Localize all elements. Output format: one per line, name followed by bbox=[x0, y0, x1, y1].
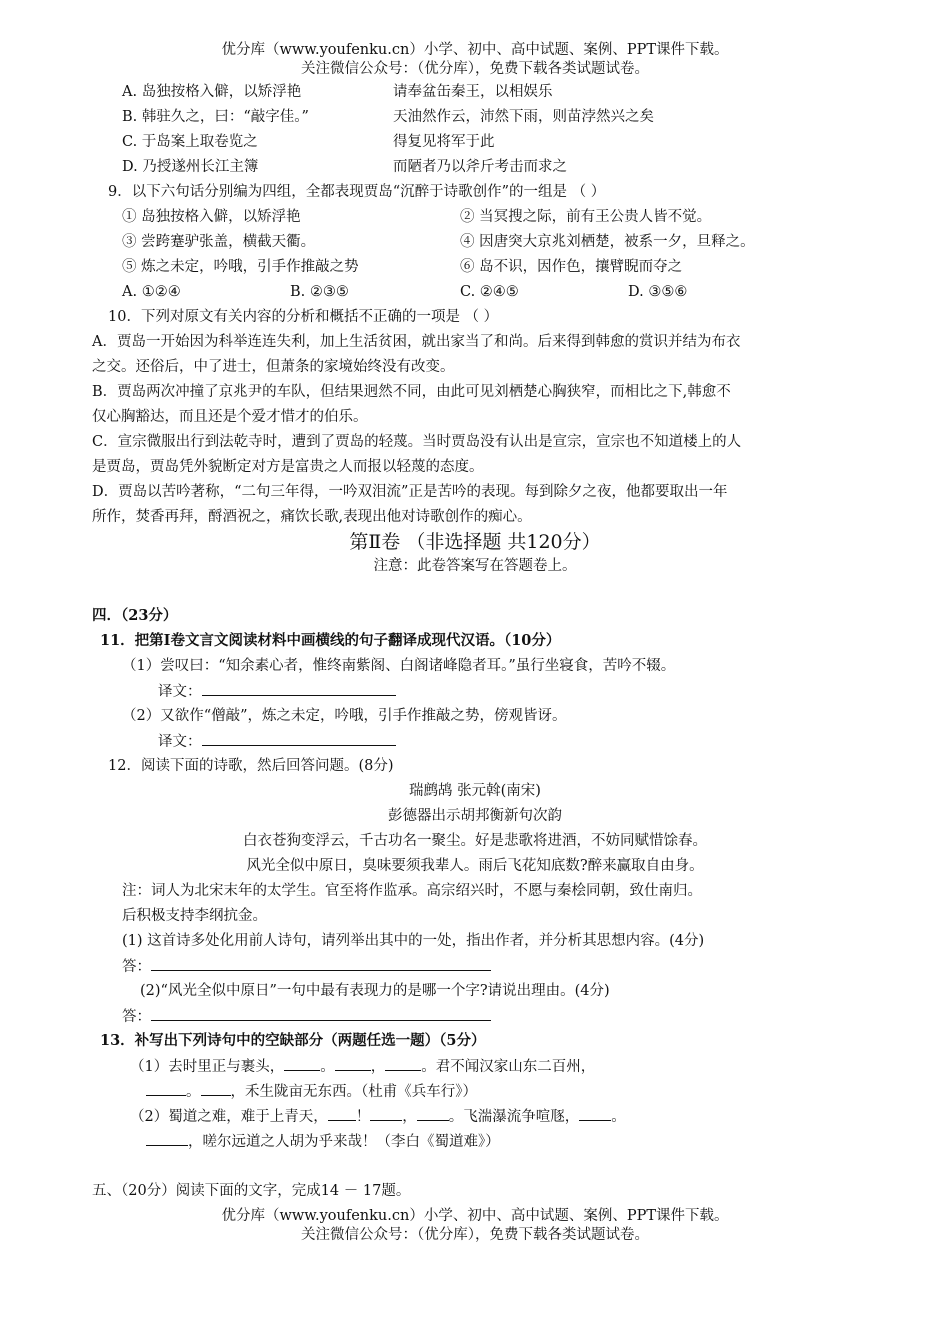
q12-stem: 12．阅读下面的诗歌，然后回答问题。(8分) bbox=[108, 758, 394, 774]
fill-blank[interactable] bbox=[417, 1106, 449, 1121]
q12-answer-row-1 bbox=[122, 956, 491, 977]
q10-line: 仅心胸豁达，而且还是个爱才惜才的伯乐。 bbox=[92, 409, 368, 425]
q8-option-b-left: B. 韩驻久之，曰：“敲字佳。” bbox=[122, 109, 309, 125]
verse-text: 。 bbox=[186, 1084, 201, 1100]
fill-blank[interactable] bbox=[146, 1131, 188, 1146]
verse-text: 。君不闻汉家山东二百州， bbox=[421, 1059, 596, 1075]
q9-choice-a: A. ①②④ bbox=[122, 284, 181, 300]
part2-note: 注意：此卷答案写在答题卷上。 bbox=[373, 558, 577, 574]
verse-text: ， bbox=[370, 1059, 386, 1075]
part2-title: 第Ⅱ卷 （非选择题 共120分） bbox=[349, 531, 601, 553]
answer-blank-2[interactable] bbox=[151, 1006, 491, 1021]
q12-sub-1: (1) 这首诗多处化用前人诗句，请列举出其中的一处，指出作者，并分析其思想内容。(4分) bbox=[122, 933, 705, 949]
q8-option-d-left: D. 乃授遂州长江主簿 bbox=[122, 159, 259, 175]
fill-blank[interactable] bbox=[146, 1081, 186, 1096]
q9-stem: 9．以下六句话分别编为四组，全都表现贾岛“沉醉于诗歌创作”的一组是 （ ） bbox=[108, 184, 606, 200]
q8-option-c-right: 得复见将军于此 bbox=[393, 134, 495, 150]
q11-answer-row-1 bbox=[158, 681, 396, 702]
section5-title: 五、（20分）阅读下面的文字，完成14 － 17题。 bbox=[92, 1183, 411, 1199]
q13-line-1 bbox=[130, 1056, 595, 1077]
q13-stem: 13．补写出下列诗句中的空缺部分（两题任选一题）（5分） bbox=[100, 1032, 486, 1049]
verse-text: 。飞湍瀑流争喧豗， bbox=[448, 1109, 580, 1125]
section4-title: 四．（23分） bbox=[92, 607, 178, 624]
q9-choice-b: B. ②③⑤ bbox=[290, 284, 349, 300]
answer-label: 答： bbox=[122, 1009, 151, 1025]
translation-blank-1[interactable] bbox=[202, 681, 396, 696]
q9-item-6: ⑥ 岛不识，因作色，攘臂睨而夺之 bbox=[460, 259, 683, 275]
footer-line-1: 优分库（www.youfenku.cn）小学、初中、高中试题、案例、PPT课件下载。 bbox=[221, 1208, 729, 1224]
header-line-2: 关注微信公众号：（优分库），免费下载各类试题试卷。 bbox=[301, 61, 649, 77]
q10-line: 之交。还俗后，中了进士，但萧条的家境始终没有改变。 bbox=[92, 359, 455, 375]
q8-option-d-right: 而陋者乃以斧斤考击而求之 bbox=[393, 159, 567, 175]
fill-blank[interactable] bbox=[201, 1081, 231, 1096]
q11-sentence-1: （1）尝叹曰：“知余素心者，惟终南紫阁、白阁诸峰隐者耳。”虽行坐寝食，苦吟不辍。 bbox=[122, 658, 676, 674]
q12-sub-2: (2)“风光全似中原日”一句中最有表现力的是哪一个字?请说出理由。(4分) bbox=[140, 983, 610, 999]
verse-text: ！ bbox=[355, 1109, 371, 1125]
verse-text: 。 bbox=[611, 1109, 626, 1125]
translation-label: 译文： bbox=[158, 684, 202, 700]
q9-item-5: ⑤ 炼之未定，吟哦，引手作推敲之势 bbox=[122, 259, 359, 275]
q9-item-4: ④ 因唐突大京兆刘栖楚，被系一夕，旦释之。 bbox=[460, 234, 755, 250]
poem-line-2: 风光全似中原日，臭味要须我辈人。雨后飞花知底数?醉来赢取自由身。 bbox=[246, 858, 704, 874]
q8-option-b-right: 天油然作云，沛然下雨，则苗浡然兴之矣 bbox=[393, 109, 654, 125]
q8-option-a-left: A. 岛独按格入僻，以矫浮艳 bbox=[122, 84, 302, 100]
q10-stem: 10．下列对原文有关内容的分析和概括不正确的一项是 （ ） bbox=[108, 309, 499, 325]
poem-note-2: 后积极支持李纲抗金。 bbox=[122, 908, 267, 924]
fill-blank[interactable] bbox=[579, 1106, 611, 1121]
verse-text: （2）蜀道之难，难于上青天， bbox=[130, 1109, 328, 1125]
q13-line-3 bbox=[130, 1106, 626, 1127]
verse-text: ，禾生陇亩无东西。（杜甫《兵车行》） bbox=[230, 1084, 477, 1100]
q10-line: 是贾岛，贾岛凭外貌断定对方是富贵之人而报以轻蔑的态度。 bbox=[92, 459, 484, 475]
answer-label: 答： bbox=[122, 959, 151, 975]
q10-line: A．贾岛一开始因为科举连连失利，加上生活贫困，就出家当了和尚。后来得到韩愈的赏识并结为布衣 bbox=[92, 334, 741, 350]
poem-line-1: 白衣苍狗变浮云，千古功名一聚尘。好是悲歌将进酒，不妨同赋惜馀春。 bbox=[243, 833, 707, 849]
answer-blank-1[interactable] bbox=[151, 956, 491, 971]
q9-choice-d: D. ③⑤⑥ bbox=[628, 284, 688, 300]
q13-line-4 bbox=[146, 1131, 500, 1152]
fill-blank[interactable] bbox=[335, 1056, 371, 1071]
q11-answer-row-2 bbox=[158, 731, 396, 752]
translation-blank-2[interactable] bbox=[202, 731, 396, 746]
q10-line: D．贾岛以苦吟著称，“二句三年得，一吟双泪流”正是苦吟的表现。每到除夕之夜，他都要取出一年 bbox=[92, 484, 728, 500]
poem-subtitle: 彭德器出示胡邦衡新句次韵 bbox=[388, 808, 562, 824]
verse-text: （1）去时里正与裹头， bbox=[130, 1059, 285, 1075]
q9-item-3: ③ 尝跨蹇驴张盖，横截天衢。 bbox=[122, 234, 316, 250]
q10-line: 所作，焚香再拜，酹酒祝之，痛饮长歌,表现出他对诗歌创作的痴心。 bbox=[92, 509, 532, 525]
q11-sentence-2: （2）又欲作“僧敲”，炼之未定，吟哦，引手作推敲之势，傍观皆讶。 bbox=[122, 708, 567, 724]
q13-line-2 bbox=[146, 1081, 477, 1102]
q9-item-2: ② 当冥搜之际，前有王公贵人皆不觉。 bbox=[460, 209, 712, 225]
q11-stem: 11．把第Ⅰ卷文言文阅读材料中画横线的句子翻译成现代汉语。（10分） bbox=[100, 632, 561, 649]
q8-option-c-left: C. 于岛案上取卷览之 bbox=[122, 134, 258, 150]
q10-line: C．宣宗微服出行到法乾寺时，遭到了贾岛的轻蔑。当时贾岛没有认出是宣宗，宣宗也不知道楼上的人 bbox=[92, 434, 742, 450]
q9-item-1: ① 岛独按格入僻，以矫浮艳 bbox=[122, 209, 301, 225]
verse-text: ，嗟尔远道之人胡为乎来哉！（李白《蜀道难》） bbox=[188, 1134, 500, 1150]
verse-text: ， bbox=[402, 1109, 417, 1125]
fill-blank[interactable] bbox=[284, 1056, 320, 1071]
fill-blank[interactable] bbox=[370, 1106, 402, 1121]
footer-line-2: 关注微信公众号：（优分库），免费下载各类试题试卷。 bbox=[301, 1227, 649, 1243]
poem-note-1: 注：词人为北宋末年的太学生。官至将作监承。高宗绍兴时，不愿与秦桧同朝，致仕南归。 bbox=[122, 883, 702, 899]
q8-option-a-right: 请奉盆缶秦王，以相娱乐 bbox=[393, 84, 553, 100]
fill-blank[interactable] bbox=[328, 1106, 356, 1121]
translation-label: 译文： bbox=[158, 734, 202, 750]
fill-blank[interactable] bbox=[385, 1056, 421, 1071]
q12-answer-row-2 bbox=[122, 1006, 491, 1027]
verse-text: 。 bbox=[320, 1059, 335, 1075]
poem-title: 瑞鹧鸪 张元斡(南宋) bbox=[409, 783, 541, 799]
q10-line: B．贾岛两次冲撞了京兆尹的车队，但结果迥然不同，由此可见刘栖楚心胸狭窄，而相比之下,韩愈不 bbox=[92, 384, 731, 400]
header-line-1: 优分库（www.youfenku.cn）小学、初中、高中试题、案例、PPT课件下载。 bbox=[221, 42, 729, 58]
q9-choice-c: C. ②④⑤ bbox=[460, 284, 519, 300]
